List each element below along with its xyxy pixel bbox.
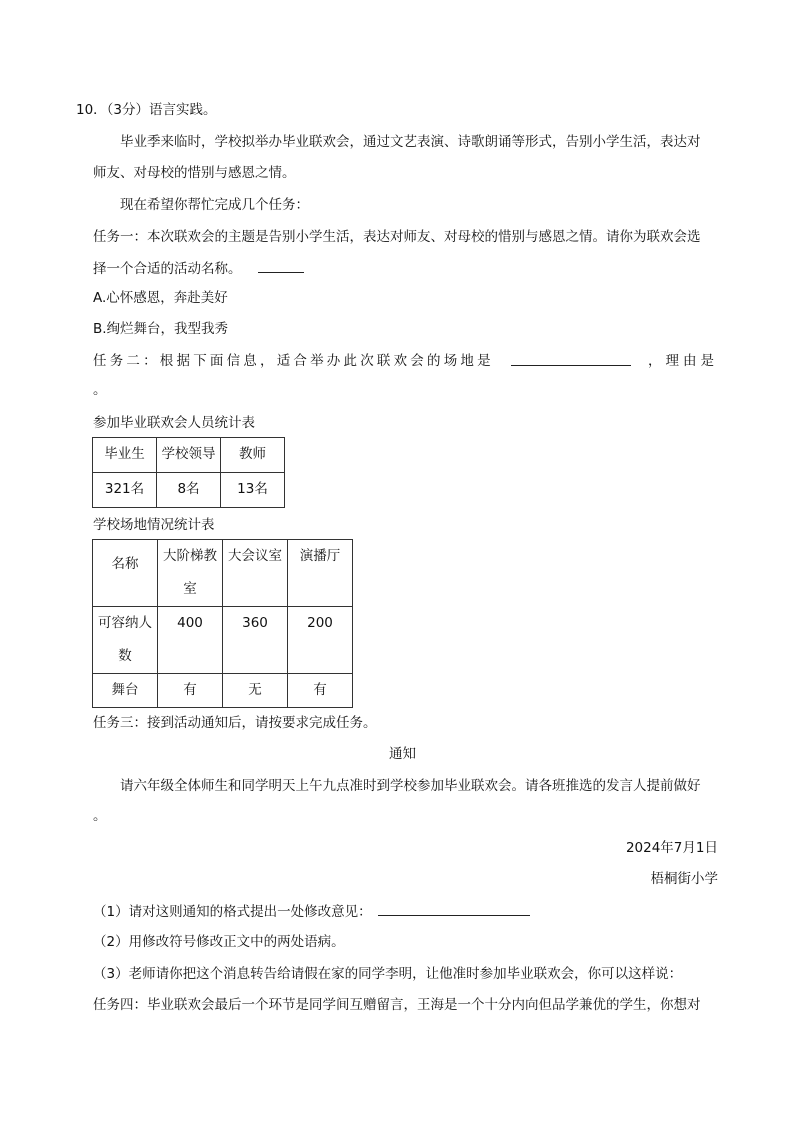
intro-line-3: 现在希望你帮忙完成几个任务：: [120, 197, 309, 213]
table-cell: 8名: [157, 473, 221, 508]
table-cell: 360: [223, 607, 288, 674]
option-b: B.绚烂舞台，我型我秀: [93, 321, 229, 337]
task1-text: 择一个合适的活动名称。: [93, 261, 242, 277]
table-header-line: 室: [183, 581, 197, 597]
task3-q1-text: （1）请对这则通知的格式提出一处修改意见：: [93, 904, 372, 920]
task1-line-2: [93, 258, 304, 279]
table-cell: 有: [288, 674, 353, 708]
intro-line-1: 毕业季来临时，学校拟举办毕业联欢会，通过文艺表演、诗歌朗诵等形式，告别小学生活，表达对: [120, 134, 701, 150]
task2-line-2: 。: [93, 382, 107, 398]
task1-line-1: 任务一：本次联欢会的主题是告别小学生活，表达对师友、对母校的惜别与感恩之情。请你为联欢会选: [93, 229, 701, 245]
task2-text-b: ，理由是: [648, 353, 718, 369]
notice-body-1: 请六年级全体师生和同学明天上午九点准时到学校参加毕业联欢会。请各班推选的发言人提前做好: [120, 778, 701, 794]
table-header: 教师: [221, 438, 285, 473]
table1-caption: 参加毕业联欢会人员统计表: [93, 415, 255, 431]
task2-text-a: 任务二：根据下面信息，适合举办此次联欢会的场地是: [93, 353, 494, 369]
task2-line-1: [93, 351, 718, 371]
notice-body-2: 。: [93, 808, 107, 824]
table-row-label: [93, 607, 158, 674]
table-row-label: 舞台: [93, 674, 158, 708]
table-row: [93, 473, 285, 508]
notice-title: 通知: [389, 746, 416, 762]
task3-q2: （2）用修改符号修改正文中的两处语病。: [93, 934, 345, 950]
question-header: 10．（3分）语言实践。: [76, 102, 217, 118]
table-cell: 无: [223, 674, 288, 708]
table-row: [93, 540, 353, 607]
row-label-line: 可容纳人: [98, 615, 152, 631]
table-header: 毕业生: [93, 438, 157, 473]
table-header: 学校领导: [157, 438, 221, 473]
attendance-table: [92, 437, 285, 508]
table-row: [93, 438, 285, 473]
option-a: A.心怀感恩，奔赴美好: [93, 290, 228, 306]
table-cell: 有: [158, 674, 223, 708]
row-label-line: 数: [118, 648, 132, 664]
table-cell: 13名: [221, 473, 285, 508]
notice-signature: 梧桐街小学: [650, 871, 718, 887]
table-header: [158, 540, 223, 607]
task3-line: 任务三：接到活动通知后，请按要求完成任务。: [93, 715, 377, 731]
table-header: 大会议室: [223, 540, 288, 607]
table-cell: 200: [288, 607, 353, 674]
table2-caption: 学校场地情况统计表: [93, 517, 215, 533]
notice-date: 2024年7月1日: [625, 840, 718, 856]
table-row: [93, 674, 353, 708]
table-header: 演播厅: [288, 540, 353, 607]
table-cell: 400: [158, 607, 223, 674]
answer-blank-format[interactable]: [378, 901, 530, 916]
table-row: [93, 607, 353, 674]
answer-blank-task1[interactable]: [258, 258, 304, 273]
table-cell: 321名: [93, 473, 157, 508]
answer-blank-venue[interactable]: [511, 351, 631, 366]
venue-table: [92, 539, 353, 708]
task4-line: 任务四：毕业联欢会最后一个环节是同学间互赠留言，王海是一个十分内向但品学兼优的学生，你想对: [93, 997, 701, 1013]
table-header-line: 大阶梯教: [163, 548, 217, 564]
task3-q3: （3）老师请你把这个消息转告给请假在家的同学李明，让他准时参加毕业联欢会，你可以这样说：: [93, 966, 683, 982]
intro-line-2: 师友、对母校的惜别与感恩之情。: [93, 165, 296, 181]
table-header: 名称: [93, 540, 158, 607]
task3-q1: [93, 901, 530, 922]
